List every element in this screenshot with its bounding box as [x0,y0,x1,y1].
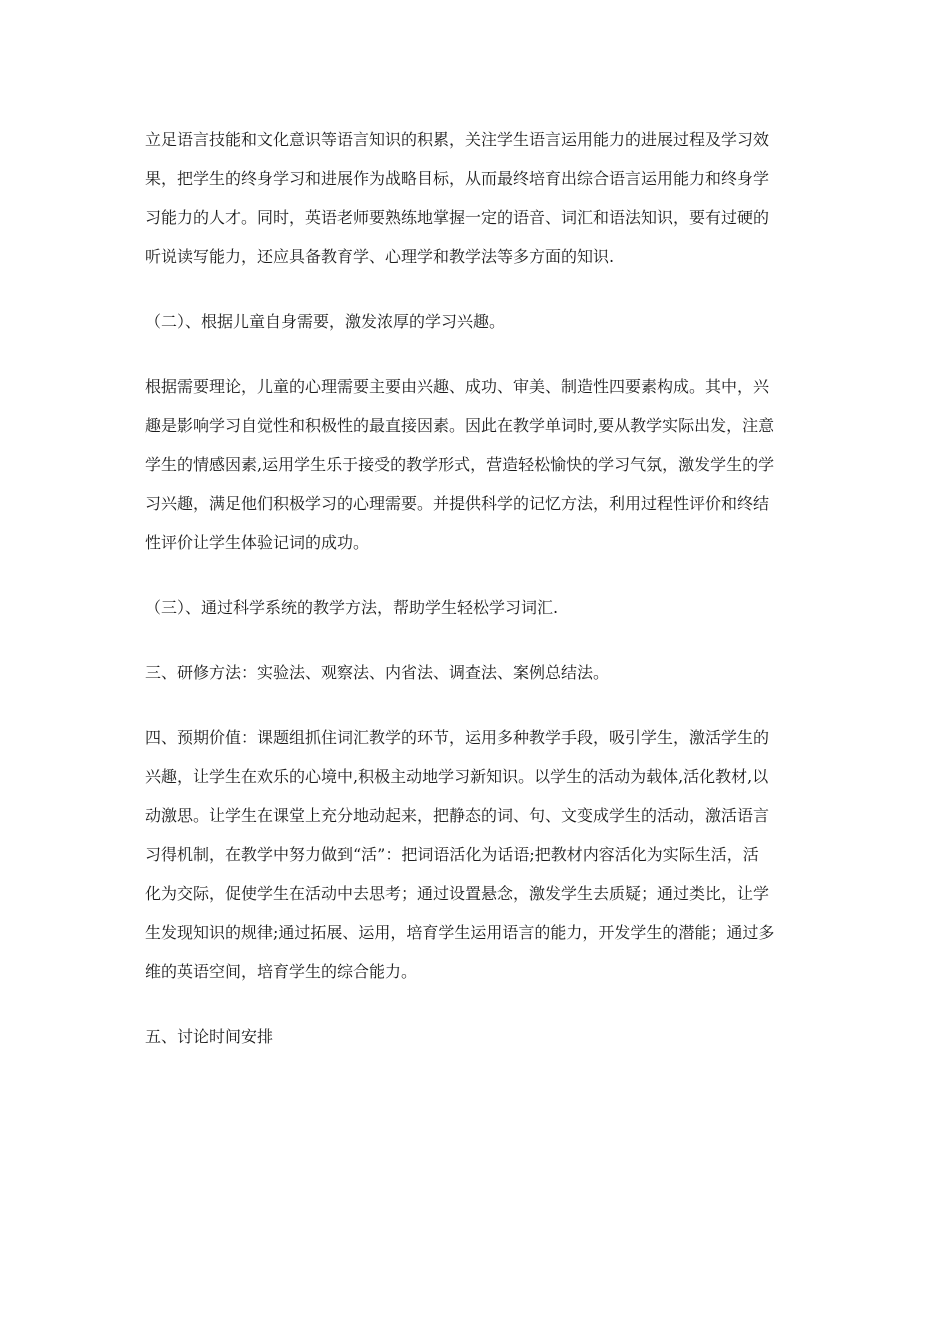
text-line: 动激思。让学生在课堂上充分地动起来，把静态的词、句、文变成学生的活动，激活语言 [145,806,770,825]
heading-line: 五、讨论时间安排 [145,1027,274,1046]
text-line: 习能力的人才。同时，英语老师要熟练地掌握一定的语音、词汇和语法知识，要有过硬的 [145,208,770,227]
section-heading-3 [145,588,805,627]
text-line: 四、预期价值：课题组抓住词汇教学的环节，运用多种教学手段，吸引学生，激活学生的 [145,728,770,747]
paragraph-language-knowledge [145,120,805,276]
heading-line: 三、研修方法：实验法、观察法、内省法、调查法、案例总结法。 [145,663,610,682]
text-line: 根据需要理论，儿童的心理需要主要由兴趣、成功、审美、制造性四要素构成。其中，兴 [145,377,770,396]
text-line: 立足语言技能和文化意识等语言知识的积累，关注学生语言运用能力的进展过程及学习效 [145,130,770,149]
heading-line: （二）、根据儿童自身需要，激发浓厚的学习兴趣。 [145,312,506,331]
text-line: 维的英语空间，培育学生的综合能力。 [145,962,418,981]
section-methods [145,653,805,692]
text-line: 习兴趣，满足他们积极学习的心理需要。并提供科学的记忆方法，利用过程性评价和终结 [145,494,770,513]
section-schedule [145,1017,805,1056]
text-line: 学生的情感因素,运用学生乐于接受的教学形式，营造轻松愉快的学习气氛，激发学生的学 [145,455,775,474]
text-line: 果，把学生的终身学习和进展作为战略目标，从而最终培育出综合语言运用能力和终身学 [145,169,770,188]
section-heading-2 [145,302,805,341]
text-line: 化为交际，促使学生在活动中去思考；通过设置悬念，激发学生去质疑；通过类比，让学 [145,884,770,903]
heading-line: （三）、通过科学系统的教学方法，帮助学生轻松学习词汇. [145,598,559,617]
text-line: 习得机制，在教学中努力做到“活”：把词语活化为话语;把教材内容活化为实际生活，活 [145,845,759,864]
text-line: 兴趣，让学生在欢乐的心境中,积极主动地学习新知识。以学生的活动为载体,活化教材,以 [145,767,769,786]
text-line: 趣是影响学习自觉性和积极性的最直接因素。因此在教学单词时,要从教学实际出发，注意 [145,416,775,435]
paragraph-expected-value [145,718,805,991]
document-page [145,120,805,1056]
text-line: 性评价让学生体验记词的成功。 [145,533,370,552]
text-line: 生发现知识的规律;通过拓展、运用，培育学生运用语言的能力，开发学生的潜能；通过多 [145,923,775,942]
text-line: 听说读写能力，还应具备教育学、心理学和教学法等多方面的知识. [145,247,615,266]
paragraph-interest [145,367,805,562]
